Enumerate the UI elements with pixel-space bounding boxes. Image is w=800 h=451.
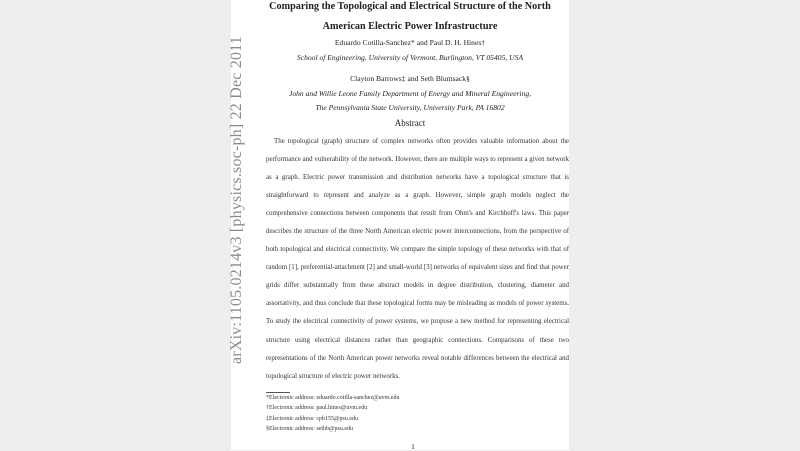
- footnote: *Electronic address: eduardo.cotilla-sanchez@uvm.edu: [266, 395, 400, 401]
- paper-title: [260, 0, 560, 37]
- affiliation-1: School of Engineering, University of Vermont, Burlington, VT 05405, USA: [296, 53, 524, 62]
- footnote: ‡Electronic address: cpb155@psu.edu: [266, 415, 359, 422]
- authors-group-2: Clayton Barrows‡ and Seth Blumsack§: [350, 74, 470, 83]
- title-line-2: American Electric Power Infrastructure: [322, 21, 498, 32]
- arxiv-identifier[interactable]: arXiv:1105.0214v3 [physics.soc-ph] 22 Dec 2011: [228, 36, 245, 364]
- authors-group-1: Eduardo Cotilla-Sanchez* and Paul D. H. Hines†: [334, 38, 486, 47]
- footnote: §Electronic address: sethb@psu.edu: [266, 425, 354, 432]
- footnote: †Electronic address: paul.hines@uvm.edu: [266, 405, 368, 412]
- page-number: 1: [411, 443, 415, 451]
- abstract-heading: Abstract: [394, 118, 426, 128]
- title-line-1: Comparing the Topological and Electrical Structure of the North: [269, 1, 551, 12]
- affiliation-2-line-2: The Pennsylvania State University, University Park, PA 16802: [315, 103, 505, 112]
- abstract-text: The topological (graph) structure of complex networks often provides valuable information about the performance and vulnerability of the network. However, there are multiple ways to represent a given network as a graph. Electric power transmission and distribution networks have a topological structure that is straightforward to represent and analyze as a graph. However, simple graph models neglect the comprehensive connections between components that result from Ohm's and Kirchhoff's laws. This paper describes the structure of the three North American electric power interconnections, from the perspective of both topological and electrical connectivity. We compare the simple topology of these networks with that of random [1], preferential-attachment [2] and small-world [3] networks of equivalent sizes and find that power grids differ substantially from these abstract models in degree distribution, clustering, diameter and assortativity, and thus conclude that these topological forms may be misleading as models of power systems. To study the electrical connectivity of power systems, we propose a new method for representing electrical structure using electrical distances rather than geographic connections. Comparisons of these two representations of the North American power networks reveal notable differences between the electrical and topological structure of electric power networks.: [266, 138, 569, 380]
- affiliation-2-line-1: John and Willie Leone Family Department of Energy and Mineral Engineering,: [288, 89, 532, 98]
- footnotes: [266, 393, 566, 434]
